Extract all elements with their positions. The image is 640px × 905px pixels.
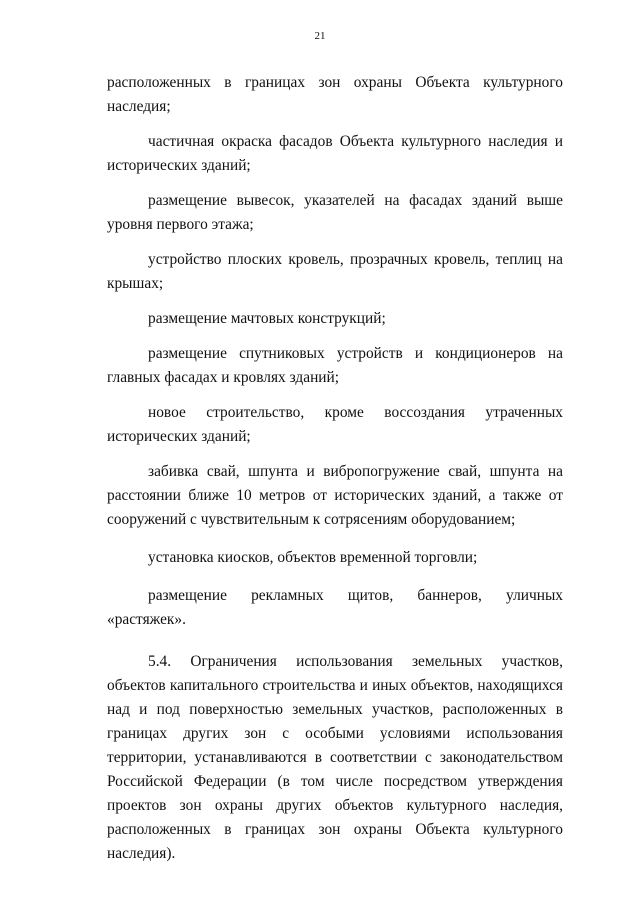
page-number: 21	[314, 30, 326, 42]
paragraph-facade-painting: частичная окраска фасадов Объекта культурного наследия и исторических зданий;	[107, 133, 563, 174]
paragraph-kiosks: установка киосков, объектов временной торговли;	[148, 549, 478, 566]
paragraph-signs: размещение вывесок, указателей на фасадах зданий выше уровня первого этажа;	[107, 192, 563, 233]
paragraph-mast-structures: размещение мачтовых конструкций;	[148, 310, 386, 327]
paragraph-continuation: расположенных в границах зон охраны Объекта культурного наследия;	[107, 74, 563, 115]
paragraph-new-construction: новое строительство, кроме воссоздания утраченных исторических зданий;	[107, 404, 563, 445]
paragraph-pile-driving: забивка свай, шпунта и вибропогружение свай, шпунта на расстоянии ближе 10 метров от исторических зданий, а также от сооружений с чувствительным к сотрясениям оборудованием;	[107, 463, 563, 528]
paragraph-flat-roofs: устройство плоских кровель, прозрачных кровель, теплиц на крышах;	[107, 251, 563, 292]
document-body	[107, 71, 563, 866]
paragraph-section-5-4: 5.4. Ограничения использования земельных участков, объектов капитального строительства и иных объектов, находящихся над и под поверхностью земельных участков, расположенных в границах других зон с особыми условиями использования территории, устанавливаются в соответствии с законодательством Российской Федерации (в том числе посредством утверждения проектов зон охраны других объектов культурного наследия, расположенных в границах зон охраны Объекта культурного наследия).	[107, 653, 563, 862]
paragraph-advertising: размещение рекламных щитов, баннеров, уличных «растяжек».	[107, 587, 563, 628]
paragraph-satellite-devices: размещение спутниковых устройств и кондиционеров на главных фасадах и кровлях зданий;	[107, 345, 563, 386]
